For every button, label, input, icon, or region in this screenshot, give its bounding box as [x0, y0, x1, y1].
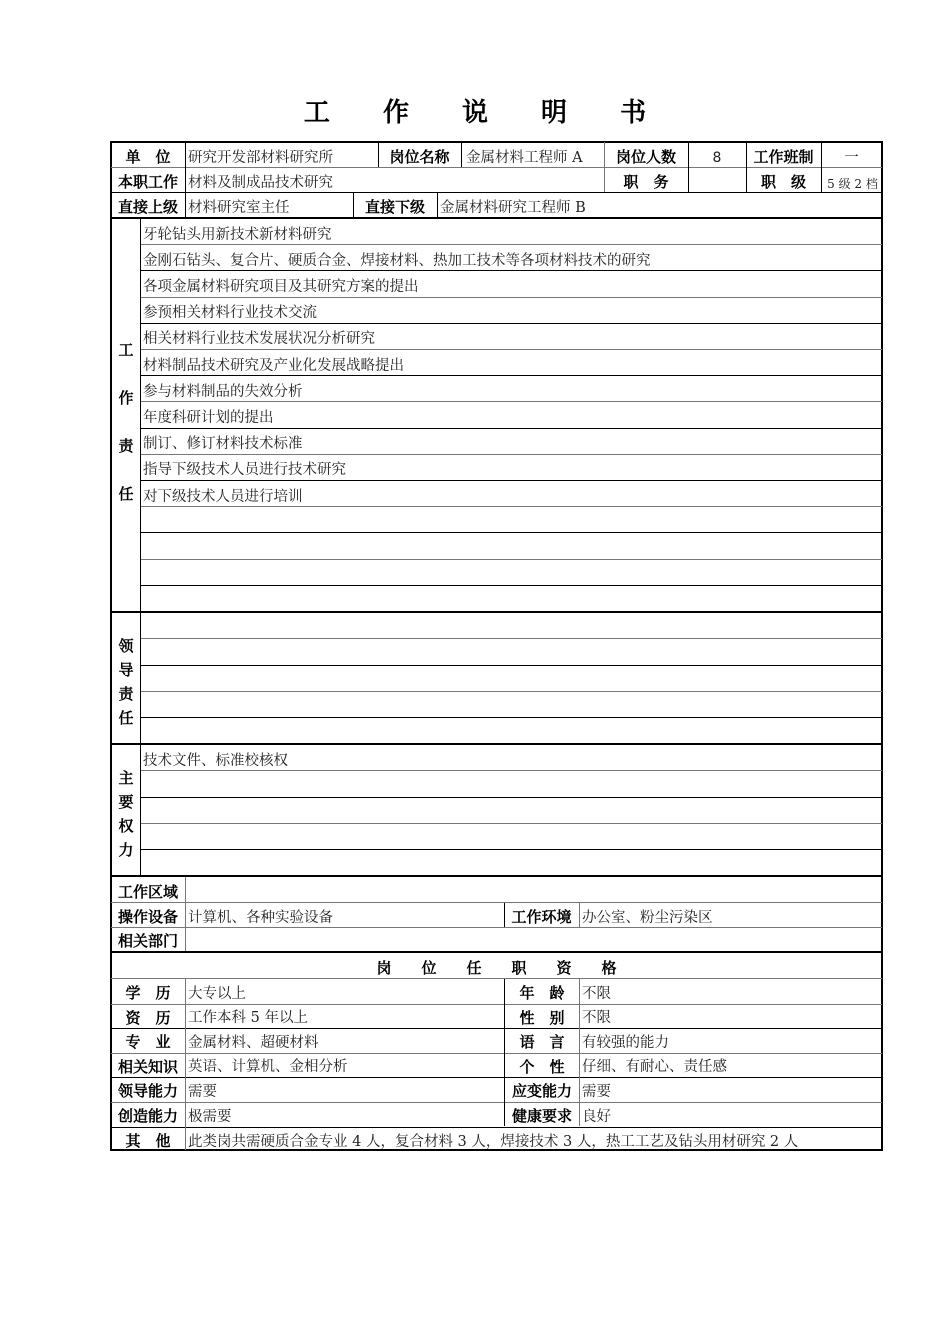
- job-value: 材料及制成品技术研究: [188, 174, 333, 191]
- responsibilities-item: 指导下级技术人员进行技术研究: [143, 462, 346, 479]
- qual-value-right: 需要: [582, 1083, 611, 1100]
- qual-value-right: 良好: [582, 1108, 611, 1125]
- responsibilities-item: [143, 507, 881, 532]
- authority-item: 技术文件、标准校核权: [143, 752, 288, 769]
- authority-label: 主 要 权 力: [118, 769, 134, 859]
- qual-label-left: 创造能力: [117, 1107, 178, 1125]
- authority-item: [143, 798, 881, 823]
- qual-value-right: 仔细、有耐心、责任感: [582, 1059, 727, 1076]
- qual-label-right: 年 龄: [519, 984, 565, 1002]
- work-area-value: [188, 878, 878, 902]
- responsibilities-item: [143, 586, 881, 611]
- qual-value-left: 工作本科 5 年以上: [188, 1010, 308, 1027]
- authority-item: [143, 824, 881, 849]
- authority-item: [143, 850, 881, 875]
- position-name-label: 岗位名称: [389, 148, 450, 166]
- leadership-item: [143, 666, 881, 691]
- environment-value: 办公室、粉尘污染区: [582, 909, 713, 926]
- related-dept-value: [188, 928, 878, 951]
- unit-value: 研究开发部材料研究所: [188, 149, 333, 166]
- qual-label-right: 应变能力: [511, 1082, 572, 1101]
- other-label: 其 他: [125, 1132, 171, 1150]
- qual-value-left: 极需要: [188, 1108, 232, 1125]
- related-dept-label: 相关部门: [117, 932, 178, 950]
- subordinate-value: 金属材料研究工程师 B: [440, 199, 586, 216]
- superior-label: 直接上级: [117, 198, 178, 216]
- leadership-item: [143, 718, 881, 743]
- subordinate-label: 直接下级: [364, 198, 425, 216]
- responsibilities-item: 参与材料制品的失效分析: [143, 383, 303, 400]
- equipment-label: 操作设备: [117, 908, 178, 926]
- qualifications-header: 岗 位 任 职 资 格: [376, 959, 617, 977]
- shift-label: 工作班制: [753, 148, 814, 166]
- qual-label-left: 相关知识: [117, 1057, 178, 1076]
- responsibilities-item: 相关材料行业技术发展状况分析研究: [143, 331, 375, 348]
- responsibilities-item: 金刚石钻头、复合片、硬质合金、焊接材料、热加工技术等各项材料技术的研究: [143, 252, 651, 269]
- qual-label-right: 健康要求: [511, 1107, 572, 1125]
- qual-label-left: 领导能力: [117, 1082, 178, 1101]
- job-label: 本职工作: [117, 173, 178, 191]
- duty-value: [688, 168, 746, 192]
- grade-label: 职 级: [760, 173, 806, 191]
- shift-value: 一: [844, 149, 859, 166]
- qual-label-left: 资 历: [125, 1008, 171, 1027]
- other-value: 此类岗共需硬质合金专业 4 人，复合材料 3 人，焊接技术 3 人，热工工艺及钻头用材研究 2 人: [188, 1133, 799, 1150]
- qual-value-left: 英语、计算机、金相分析: [188, 1059, 348, 1076]
- headcount-label: 岗位人数: [615, 148, 676, 166]
- qual-value-right: 不限: [582, 1010, 611, 1027]
- page-title: 工 作 说 明 书: [303, 98, 669, 128]
- qual-value-left: 大专以上: [188, 985, 246, 1002]
- leadership-label: 领 导 责 任: [118, 637, 134, 727]
- responsibilities-item: [143, 560, 881, 585]
- headcount-value: 8: [712, 150, 722, 166]
- superior-value: 材料研究室主任: [188, 199, 290, 216]
- qual-value-right: 有较强的能力: [582, 1034, 669, 1051]
- responsibilities-label: 工 作 责 任: [118, 341, 134, 503]
- responsibilities-item: 材料制品技术研究及产业化发展战略提出: [143, 357, 404, 374]
- environment-label: 工作环境: [511, 908, 572, 926]
- responsibilities-item: 参预相关材料行业技术交流: [143, 305, 317, 322]
- responsibilities-item: [143, 533, 881, 558]
- qual-value-left: 金属材料、超硬材料: [188, 1034, 319, 1051]
- qual-label-right: 语 言: [519, 1033, 565, 1052]
- responsibilities-item: 年度科研计划的提出: [143, 410, 274, 427]
- qual-value-right: 不限: [582, 985, 611, 1002]
- work-area-label: 工作区域: [117, 883, 178, 901]
- authority-item: [143, 771, 881, 796]
- position-name-value: 金属材料工程师 A: [466, 149, 583, 166]
- responsibilities-item: 对下级技术人员进行培训: [143, 488, 303, 505]
- responsibilities-item: 牙轮钻头用新技术新材料研究: [143, 226, 332, 243]
- qual-label-right: 性 别: [519, 1008, 565, 1027]
- qual-label-right: 个 性: [519, 1057, 565, 1076]
- responsibilities-item: 制订、修订材料技术标准: [143, 436, 303, 453]
- qual-value-left: 需要: [188, 1083, 217, 1100]
- leadership-item: [143, 613, 881, 638]
- responsibilities-item: 各项金属材料研究项目及其研究方案的提出: [143, 279, 419, 296]
- equipment-value: 计算机、各种实验设备: [188, 909, 333, 926]
- leadership-item: [143, 692, 881, 717]
- duty-label: 职 务: [623, 173, 669, 191]
- qual-label-left: 学 历: [125, 984, 171, 1002]
- grade-value: 5 级 2 档: [827, 177, 878, 191]
- unit-label: 单 位: [125, 148, 171, 166]
- leadership-item: [143, 639, 881, 664]
- qual-label-left: 专 业: [125, 1033, 171, 1052]
